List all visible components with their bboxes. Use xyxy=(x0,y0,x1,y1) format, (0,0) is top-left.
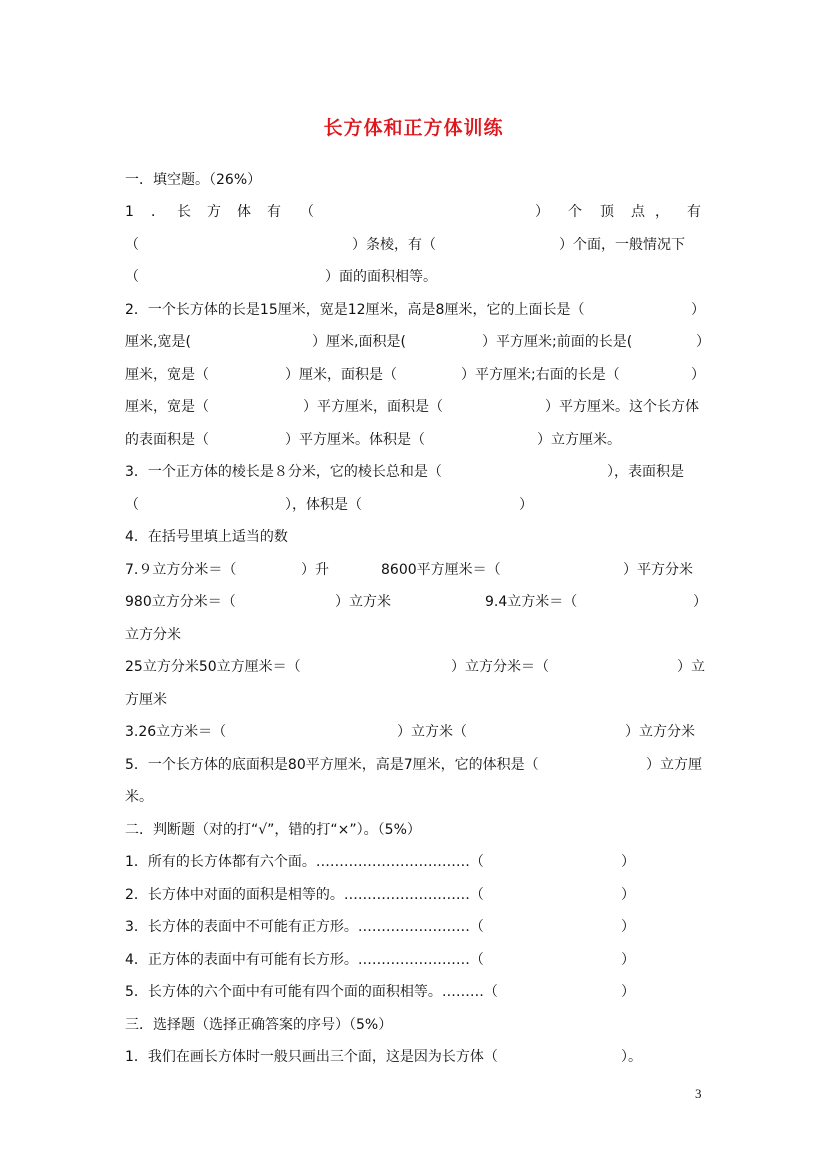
question-2-line-2: 厘米,宽是( ）厘米,面积是( ）平方厘米;前面的长是( ） xyxy=(125,334,710,350)
question-3-line-2: （ ），体积是（ ） xyxy=(125,497,533,513)
page-title: 长方体和正方体训练 xyxy=(323,117,504,139)
section-3-heading: 三．选择题（选择正确答案的序号）（5%） xyxy=(125,1017,393,1033)
question-4-row-2: 980立方分米＝（ ）立方米 9.4立方米＝（ ） xyxy=(125,594,707,610)
section-1-heading: 一．填空题。（26%） xyxy=(125,172,262,188)
judge-item: 3．长方体的表面中不可能有正方形。……………………（ ） xyxy=(125,919,635,935)
question-1-line-2: （ ）条棱，有（ ）个面，一般情况下 xyxy=(125,237,685,253)
question-4-row-3: 25立方分米50立方厘米＝（ ）立方分米＝（ ）立 xyxy=(125,659,705,675)
question-2-line-1: 2．一个长方体的长是15厘米，宽是12厘米，高是8厘米，它的上面长是（ ） xyxy=(125,302,705,318)
question-5-line-1: 5．一个长方体的底面积是80平方厘米，高是7厘米，它的体积是（ ）立方厘 xyxy=(125,757,702,773)
choice-question-1: 1．我们在画长方体时一般只画出三个面，这是因为长方体（ ）。 xyxy=(125,1049,642,1065)
question-1-line-1: 1 ． 长 方 体 有 （ ） 个 顶 点 ， 有 xyxy=(125,204,701,220)
question-1-line-3: （ ）面的面积相等。 xyxy=(125,269,437,285)
judge-item: 2．长方体中对面的面积是相等的。………………………（ ） xyxy=(125,887,635,903)
question-4-row-4: 3.26立方米＝（ ）立方米（ ）立方分米 xyxy=(125,724,695,740)
question-2-line-5: 的表面积是（ ）平方厘米。体积是（ ）立方厘米。 xyxy=(125,432,621,448)
question-2-line-3: 厘米，宽是（ ）厘米，面积是（ ）平方厘米;右面的长是（ ） xyxy=(125,367,705,383)
section-2-heading: 二．判断题（对的打“√”，错的打“×”）。（5%） xyxy=(125,822,421,838)
question-4-row-3-cont: 方厘米 xyxy=(125,692,167,708)
judge-item: 5．长方体的六个面中有可能有四个面的面积相等。………（ ） xyxy=(125,984,635,1000)
page-number: 3 xyxy=(695,1086,702,1101)
question-3-line-1: 3．一个正方体的棱长是８分米，它的棱长总和是（ ），表面积是 xyxy=(125,464,684,480)
question-4-row-1: 7.９立方分米＝（ ）升 8600平方厘米＝（ ）平方分米 xyxy=(125,562,693,578)
judge-item: 4．正方体的表面中有可能有长方形。……………………（ ） xyxy=(125,952,635,968)
question-2-line-4: 厘米，宽是（ ）平方厘米，面积是（ ）平方厘米。这个长方体 xyxy=(125,399,699,415)
question-4-row-2-cont: 立方分米 xyxy=(125,627,181,643)
question-5-line-2: 米。 xyxy=(125,789,153,805)
question-4-title: 4．在括号里填上适当的数 xyxy=(125,529,288,545)
judge-item: 1．所有的长方体都有六个面。……………………………（ ） xyxy=(125,854,635,870)
